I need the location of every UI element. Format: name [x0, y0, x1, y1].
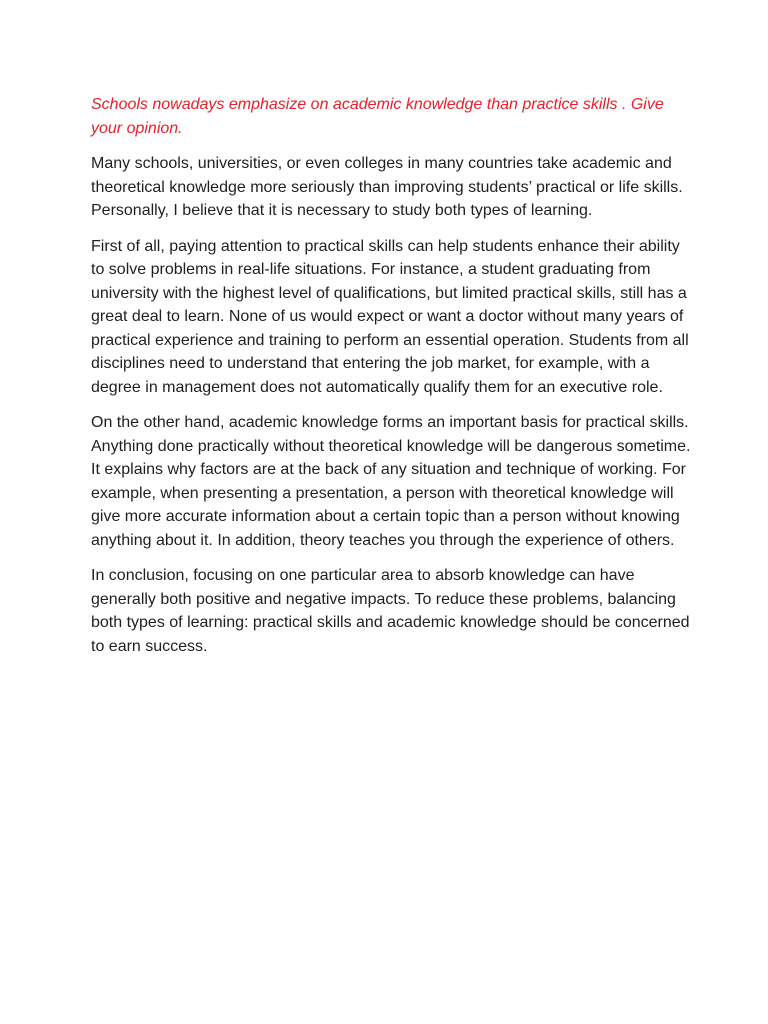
paragraph-academic-knowledge: On the other hand, academic knowledge forms an important basis for practical skills. Anything done practically without theoretical knowledge will be dangerous sometime. It explains why factors are at the back of any situation and technique of working. For example, when presenting a presentation, a person with theoretical knowledge will give more accurate information about a certain topic than a person without knowing anything about it. In addition, theory teaches you through the experience of others.	[91, 414, 691, 549]
paragraph-conclusion: In conclusion, focusing on one particular area to absorb knowledge can have generally both positive and negative impacts. To reduce these problems, balancing both types of learning: practical skills and academic knowledge should be concerned to earn success.	[91, 567, 690, 655]
paragraph-practical-skills: First of all, paying attention to practical skills can help students enhance their ability to solve problems in real-life situations. For instance, a student graduating from university with the highest level of qualifications, but limited practical skills, still has a great deal to learn. None of us would expect or want a doctor without many years of practical experience and training to perform an essential operation. Students from all disciplines need to understand that entering the job market, for example, with a degree in management does not automatically qualify them for an executive role.	[91, 237, 689, 396]
document-body	[91, 93, 691, 670]
essay-prompt: Schools nowadays emphasize on academic knowledge than practice skills . Give your opinion.	[91, 96, 664, 137]
paragraph-introduction: Many schools, universities, or even colleges in many countries take academic and theoretical knowledge more seriously than improving students’ practical or life skills. Personally, I believe that it is necessary to study both types of learning.	[91, 155, 683, 219]
